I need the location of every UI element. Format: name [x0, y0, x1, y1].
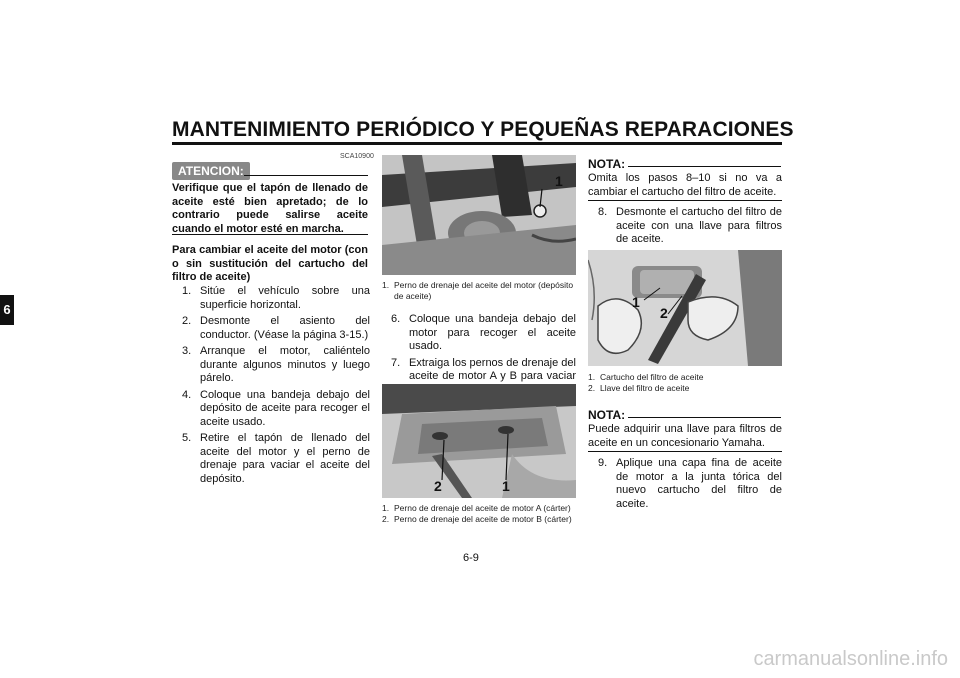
caption-number: 2. — [588, 382, 596, 393]
photo-oil-filter-wrench — [588, 250, 782, 366]
watermark: carmanualsonline.info — [753, 648, 948, 670]
caption-item — [588, 372, 782, 383]
figure1-callout-1: 1 — [555, 173, 563, 189]
procedure-heading: Para cambiar el aceite del motor (con o sin sustitución del cartucho del filtro de aceite) — [172, 244, 368, 283]
step-number: 5. — [182, 432, 192, 444]
steps-list-col3b — [598, 457, 782, 514]
caption-number: 1. — [382, 503, 390, 513]
step-number: 3. — [182, 345, 192, 357]
step-item — [598, 206, 782, 247]
step-text: Retire el tapón de llenado del aceite del motor y el perno de drenaje para vaciar el aceite del depósito. — [200, 432, 370, 485]
caption-number: 2. — [382, 513, 390, 524]
nota1-bottom-rule — [588, 200, 782, 201]
step-number: 4. — [182, 388, 192, 401]
caution-label: ATENCION: — [172, 162, 250, 180]
step-item — [182, 285, 370, 312]
caption-text: Perno de drenaje del aceite de motor A (cárter) — [394, 503, 571, 513]
nota2-text: Puede adquirir una llave para filtros de aceite en un concesionario Yamaha. — [588, 423, 782, 449]
figure2-callout-1: 1 — [502, 478, 510, 494]
step-item — [182, 389, 370, 430]
figure3-callout-2: 2 — [660, 305, 668, 321]
photo-oil-tank-drain-bolt — [382, 155, 576, 275]
caption-text: Perno de drenaje del aceite de motor B (cárter) — [394, 513, 572, 524]
caption-number: 1. — [588, 372, 596, 382]
caption-item — [382, 280, 576, 301]
caption-text: Llave del filtro de aceite — [600, 382, 690, 393]
step-text: Coloque una bandeja debajo del depósito de aceite para recoger el aceite usado. — [200, 388, 370, 428]
nota1-text: Omita los pasos 8–10 si no va a cambiar el cartucho del filtro de aceite. — [588, 172, 782, 198]
page-title: MANTENIMIENTO PERIÓDICO Y PEQUEÑAS REPARACIONES — [172, 118, 794, 141]
step-text: Desmonte el asiento del conductor. (Véase la página 3-15.) — [200, 315, 370, 341]
nota1-top-rule — [628, 166, 781, 167]
nota2-top-rule — [628, 417, 781, 418]
step-item — [182, 345, 370, 386]
step-number: 7. — [391, 356, 401, 369]
figure2-callout-2: 2 — [434, 478, 442, 494]
steps-list-col3a — [598, 206, 782, 250]
nota1-label: NOTA: — [588, 157, 626, 171]
caption-text: Perno de drenaje del aceite del motor (depósito de aceite) — [394, 280, 574, 301]
step-number: 2. — [182, 315, 192, 327]
step-text: Sitúe el vehículo sobre una superficie horizontal. — [200, 285, 370, 311]
photo-illustration — [382, 155, 576, 275]
caption-item — [588, 383, 782, 394]
step-number: 1. — [182, 285, 192, 297]
caption-number: 1. — [382, 280, 390, 290]
caution-code: SCA10900 — [340, 153, 374, 160]
step-text: Aplique una capa fina de aceite de motor a la junta tórica del nuevo cartucho del filtro de aceite. — [616, 457, 782, 510]
chapter-tab: 6 — [0, 295, 14, 325]
title-rule — [172, 142, 782, 145]
photo-illustration — [382, 384, 576, 498]
caption-item — [382, 514, 576, 525]
figure2-captions — [382, 503, 576, 524]
caption-item — [382, 503, 576, 514]
figure3-captions — [588, 372, 782, 393]
step-text: Coloque una bandeja debajo del motor para recoger el aceite usado. — [409, 313, 576, 352]
step-text: Desmonte el cartucho del filtro de aceite con una llave para filtros de aceite. — [616, 206, 782, 245]
figure1-captions — [382, 280, 576, 301]
step-item — [182, 432, 370, 486]
step-number: 9. — [598, 457, 608, 469]
caution-top-rule — [244, 175, 368, 176]
photo-crankcase-drain-bolts — [382, 384, 576, 498]
step-text: Arranque el motor, caliéntelo durante algunos minutos y luego párelo. — [200, 345, 370, 384]
step-item — [598, 457, 782, 511]
steps-list-col1 — [182, 285, 370, 489]
caution-text: Verifique que el tapón de llenado de aceite esté bien apretado; de lo contrario puede salirse aceite cuando el motor esté en marcha. — [172, 182, 368, 235]
page-number: 6-9 — [463, 552, 479, 564]
step-text: Extraiga los pernos de drenaje del aceite de motor A y B para vaciar — [409, 356, 576, 382]
caution-bottom-rule — [172, 234, 368, 235]
nota2-label: NOTA: — [588, 408, 626, 422]
step-item — [182, 315, 370, 342]
figure3-callout-1: 1 — [632, 294, 640, 310]
step-item — [391, 313, 576, 354]
photo-illustration — [588, 250, 782, 366]
caption-text: Cartucho del filtro de aceite — [600, 372, 704, 382]
step-number: 8. — [598, 206, 608, 218]
nota2-bottom-rule — [588, 451, 782, 452]
step-number: 6. — [391, 313, 401, 325]
